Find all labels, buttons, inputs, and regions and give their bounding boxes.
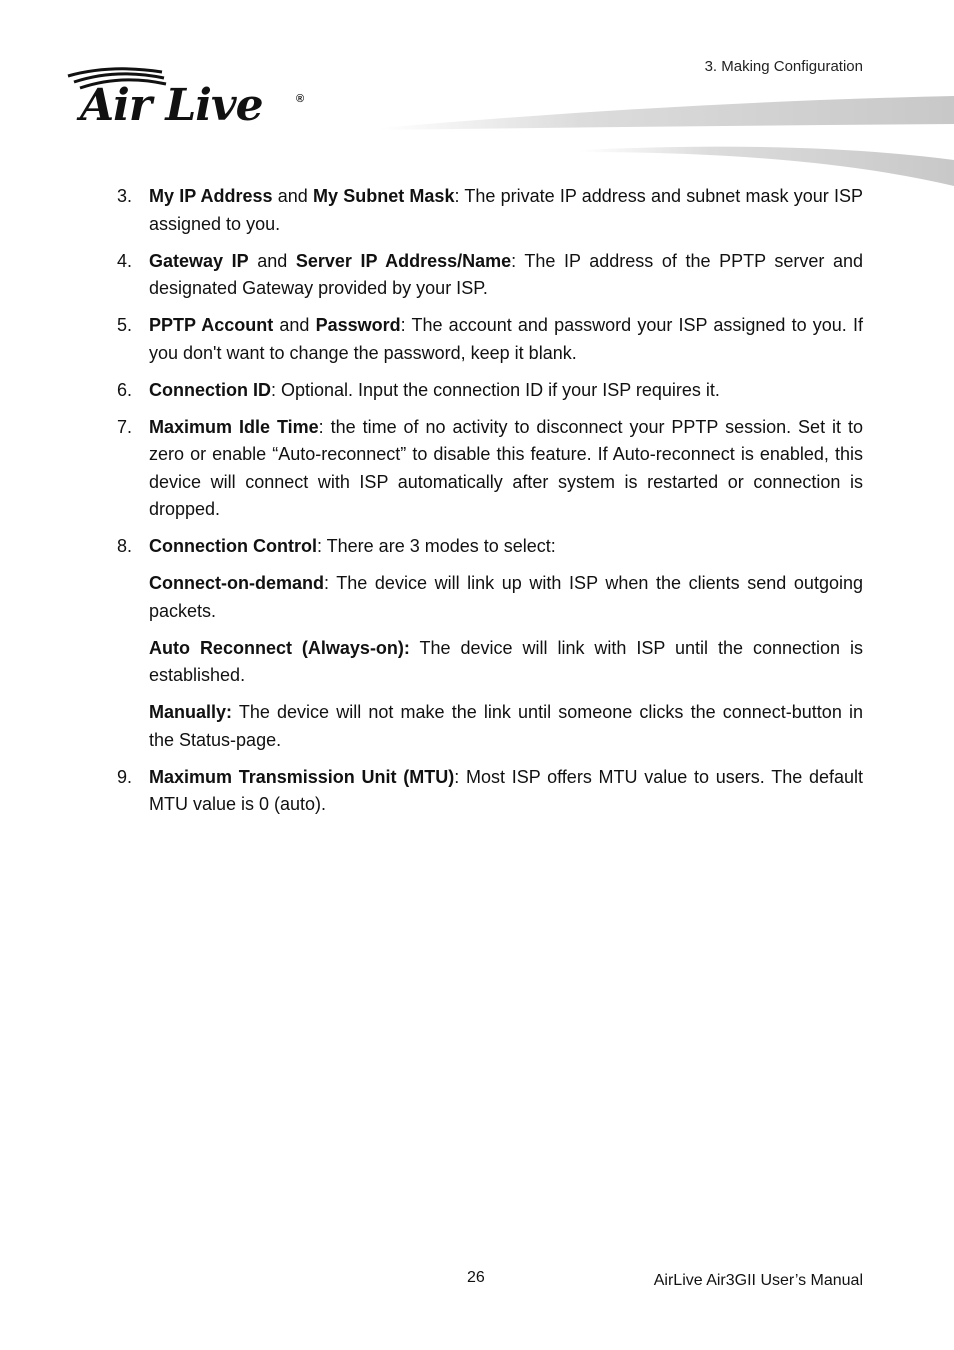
- term: Password: [315, 315, 401, 335]
- item-text: Connection ID: Optional. Input the connection ID if your ISP requires it.: [149, 379, 720, 400]
- term: My Subnet Mask: [312, 186, 455, 206]
- item-text: My IP Address and My Subnet Mask: The private IP address and subnet mask your ISP assigned to you.: [149, 186, 864, 234]
- item-text: Maximum Idle Time: the time of no activity to disconnect your PPTP session. Set it to zero or enable “Auto-reconnect” to disable this feature. If Auto-reconnect is enabled, this device will connect with ISP automatically after system is restarted or connection is dropped.: [149, 416, 864, 519]
- page-number: 26: [467, 1269, 485, 1286]
- list-item: [117, 764, 863, 819]
- section-title: 3. Making Configuration: [704, 58, 863, 75]
- item-number: 4.: [117, 250, 133, 271]
- item-number: 7.: [117, 416, 133, 437]
- term: Connection ID: [149, 379, 271, 400]
- registered-mark: ®: [296, 93, 305, 105]
- list-item: [117, 248, 863, 303]
- item-number: 5.: [117, 315, 133, 335]
- term: Maximum Idle Time: [149, 416, 319, 437]
- term: Connect-on-demand: [149, 573, 324, 593]
- term: Connection Control: [149, 536, 317, 556]
- item-text: Maximum Transmission Unit (MTU): Most ISP offers MTU value to users. The default MTU value is 0 (auto).: [149, 766, 863, 814]
- mode-description: Auto Reconnect (Always-on): The device will link with ISP until the connection is established.: [149, 637, 863, 685]
- list-item: [117, 533, 863, 561]
- list-item: [117, 414, 863, 524]
- item-text: PPTP Account and Password: The account and password your ISP assigned to you. If you don't want to change the password, keep it blank.: [149, 315, 863, 363]
- list-item: [117, 377, 863, 405]
- mode-description: Manually: The device will not make the link until someone clicks the connect-button in the Status-page.: [149, 702, 863, 750]
- term: PPTP Account: [149, 315, 274, 335]
- list-item: [117, 312, 863, 367]
- term: My IP Address: [149, 186, 273, 206]
- term: Auto Reconnect (Always-on):: [149, 637, 410, 658]
- document-body: [117, 183, 863, 828]
- term: Gateway IP: [149, 250, 249, 271]
- manual-title: AirLive Air3GII User’s Manual: [653, 1272, 863, 1289]
- item-number: 3.: [117, 186, 133, 206]
- item-text: Connection Control: There are 3 modes to select:: [149, 536, 556, 556]
- mode-description: Connect-on-demand: The device will link up with ISP when the clients send outgoing packets.: [149, 573, 863, 621]
- item-number: 8.: [117, 536, 133, 556]
- list-item: [117, 183, 863, 238]
- item-text: Gateway IP and Server IP Address/Name: The IP address of the PPTP server and designated Gateway provided by your ISP.: [149, 250, 863, 298]
- item-number: 6.: [117, 379, 133, 400]
- airlive-logo-text: Air Live: [80, 80, 263, 131]
- term: Manually:: [149, 702, 233, 722]
- term: Maximum Transmission Unit (MTU): [149, 766, 455, 787]
- item-number: 9.: [117, 766, 133, 787]
- term: Server IP Address/Name: [295, 250, 512, 271]
